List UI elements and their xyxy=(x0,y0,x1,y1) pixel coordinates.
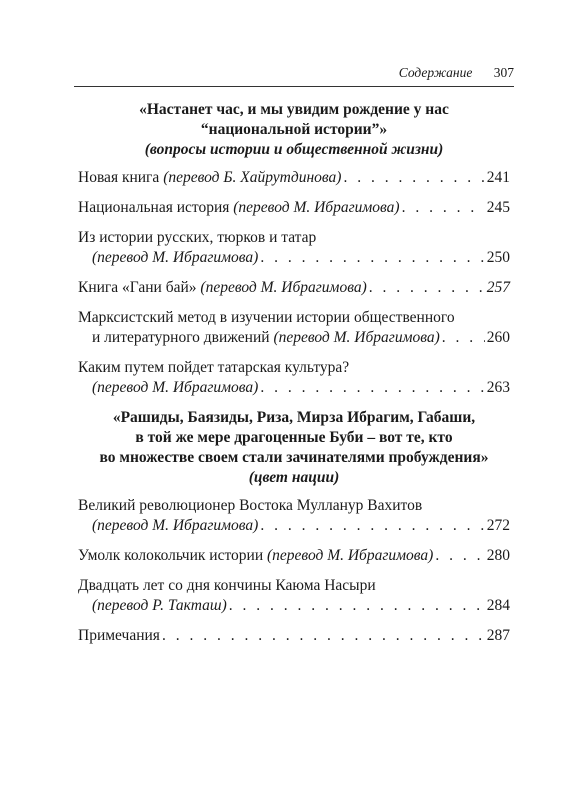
entry-page: 260 xyxy=(486,329,510,346)
entry-translator: (перевод М. Ибрагимова) xyxy=(92,517,259,534)
toc-entry[interactable] xyxy=(78,576,510,616)
running-header-page-number: 307 xyxy=(493,65,514,80)
header-rule xyxy=(74,86,514,87)
entry-title: Новая книга xyxy=(78,169,160,186)
entry-translator: (перевод М. Ибрагимова) xyxy=(273,329,440,346)
entry-title: Двадцать лет со дня кончины Каюма Насыри xyxy=(78,577,376,594)
section-heading-line: “национальной истории”» xyxy=(200,121,388,138)
entry-page: 272 xyxy=(486,517,510,534)
leader-dots xyxy=(369,278,485,298)
entry-title: Каким путем пойдет татарская культура? xyxy=(78,359,350,376)
entry-title: Марксистский метод в изучении истории общественного xyxy=(78,309,455,326)
leader-dots xyxy=(402,198,485,218)
entry-title: Умолк колокольчик истории xyxy=(78,547,264,564)
entry-translator: (перевод М. Ибрагимова) xyxy=(92,379,259,396)
toc-entry[interactable] xyxy=(78,278,510,298)
entry-title: Книга «Гани бай» xyxy=(78,279,197,296)
entry-title-continued: и литературного движений xyxy=(92,329,270,346)
leader-dots xyxy=(260,248,484,268)
toc-entry[interactable] xyxy=(78,546,510,566)
section-heading-line: «Настанет час, и мы увидим рождение у нас xyxy=(139,101,449,118)
entry-translator: (перевод М. Ибрагимова) xyxy=(200,279,367,296)
entry-title: Великий революционер Востока Мулланур Вахитов xyxy=(78,497,423,514)
entry-page: 284 xyxy=(486,597,510,614)
leader-dots xyxy=(442,328,485,348)
entry-page: 280 xyxy=(486,547,510,564)
section-heading xyxy=(78,100,510,160)
entry-page: 263 xyxy=(486,379,510,396)
section-heading-line: во множестве своем стали зачинателями пробуждения» xyxy=(99,449,489,466)
leader-dots xyxy=(260,516,484,536)
entry-title: Национальная история xyxy=(78,199,230,216)
entry-page: 257 xyxy=(486,279,510,296)
running-header-section-title: Содержание xyxy=(398,65,473,80)
leader-dots xyxy=(229,596,485,616)
toc-entry[interactable] xyxy=(78,358,510,398)
entry-page: 245 xyxy=(486,199,510,216)
section-heading-line: в той же мере драгоценные Буби – вот те, кто xyxy=(135,429,453,446)
table-of-contents xyxy=(78,100,510,656)
leader-dots xyxy=(435,546,484,566)
entry-title: Примечания xyxy=(78,627,160,644)
entry-page: 287 xyxy=(486,627,510,644)
entry-translator: (перевод М. Ибрагимова) xyxy=(267,547,434,564)
leader-dots xyxy=(343,168,484,188)
toc-entry[interactable] xyxy=(78,496,510,536)
entry-page: 250 xyxy=(486,249,510,266)
entry-translator: (перевод М. Ибрагимова) xyxy=(92,249,259,266)
entry-translator: (перевод Р. Такташ) xyxy=(92,597,227,614)
leader-dots xyxy=(162,626,485,646)
entry-title: Из истории русских, тюрков и татар xyxy=(78,229,317,246)
entry-translator: (перевод М. Ибрагимова) xyxy=(233,199,400,216)
section-subheading: (вопросы истории и общественной жизни) xyxy=(144,141,444,158)
section-subheading: (цвет нации) xyxy=(248,469,340,486)
toc-entry[interactable] xyxy=(78,198,510,218)
toc-entry[interactable] xyxy=(78,626,510,646)
leader-dots xyxy=(260,378,484,398)
toc-entry[interactable] xyxy=(78,168,510,188)
entry-page: 241 xyxy=(486,169,510,186)
toc-entry[interactable] xyxy=(78,228,510,268)
section-heading xyxy=(78,408,510,488)
toc-entry[interactable] xyxy=(78,308,510,348)
entry-translator: (перевод Б. Хайрутдинова) xyxy=(163,169,342,186)
running-header xyxy=(74,64,514,82)
section-heading-line: «Рашиды, Баязиды, Риза, Мирза Ибрагим, Габаши, xyxy=(112,409,476,426)
